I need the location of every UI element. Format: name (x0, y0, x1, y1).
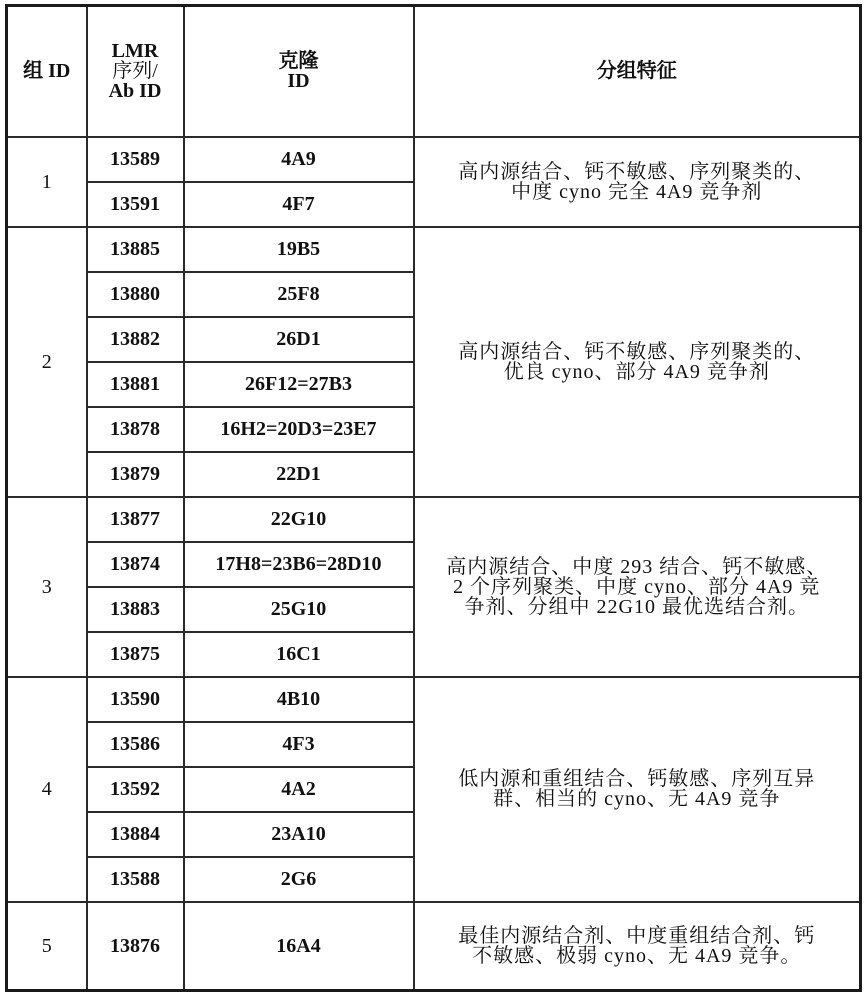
table-row (7, 137, 861, 182)
lmr-id-cell: 13586 (87, 722, 184, 767)
clone-id-cell: 22G10 (184, 497, 414, 542)
feature-line: 最佳内源结合剂、中度重组结合剂、钙 (458, 924, 816, 947)
lmr-id-cell: 13884 (87, 812, 184, 857)
lmr-id-cell: 13589 (87, 137, 184, 182)
table-row (7, 497, 861, 542)
lmr-id-cell: 13877 (87, 497, 184, 542)
lmr-id-cell: 13882 (87, 317, 184, 362)
lmr-id-cell: 13876 (87, 902, 184, 991)
group-feature-cell (414, 902, 861, 991)
header-clone-line2: ID (287, 70, 310, 93)
lmr-id-cell: 13883 (87, 587, 184, 632)
clone-id-cell: 4F3 (184, 722, 414, 767)
feature-line: 争剂、分组中 22G10 最优选结合剂。 (464, 595, 809, 618)
clone-id-cell: 4A2 (184, 767, 414, 812)
feature-line: 中度 cyno 完全 4A9 竞争剂 (511, 180, 763, 203)
lmr-id-cell: 13879 (87, 452, 184, 497)
group-id-cell: 2 (7, 227, 87, 497)
header-lmr-line2: 序列/ (112, 60, 158, 83)
header-lmr-line1: LMR (111, 40, 159, 63)
lmr-id-cell: 13874 (87, 542, 184, 587)
clone-id-cell: 16H2=20D3=23E7 (184, 407, 414, 452)
clone-id-cell: 4F7 (184, 182, 414, 227)
group-id-cell: 1 (7, 137, 87, 227)
clone-id-cell: 26F12=27B3 (184, 362, 414, 407)
group-feature-cell (414, 497, 861, 677)
clone-id-cell: 4A9 (184, 137, 414, 182)
group-feature-cell (414, 137, 861, 227)
feature-line: 2 个序列聚类、中度 cyno、部分 4A9 竞 (453, 575, 821, 598)
lmr-id-cell: 13885 (87, 227, 184, 272)
lmr-id-cell: 13881 (87, 362, 184, 407)
group-feature-cell (414, 677, 861, 902)
lmr-id-cell: 13878 (87, 407, 184, 452)
table-row (7, 677, 861, 722)
clone-id-cell: 25F8 (184, 272, 414, 317)
table-row (7, 902, 861, 991)
feature-line: 高内源结合、中度 293 结合、钙不敏感、 (446, 555, 828, 578)
lmr-id-cell: 13875 (87, 632, 184, 677)
feature-line: 不敏感、极弱 cyno、无 4A9 竞争。 (472, 944, 802, 967)
clone-id-cell: 25G10 (184, 587, 414, 632)
clone-id-cell: 4B10 (184, 677, 414, 722)
feature-line: 高内源结合、钙不敏感、序列聚类的、 (458, 160, 816, 183)
feature-line: 高内源结合、钙不敏感、序列聚类的、 (458, 340, 816, 363)
antibody-grouping-table (5, 4, 862, 992)
header-row (7, 6, 861, 137)
feature-line: 优良 cyno、部分 4A9 竞争剂 (503, 360, 770, 383)
header-lmr-ab-id (87, 6, 184, 137)
lmr-id-cell: 13588 (87, 857, 184, 902)
group-id-cell: 4 (7, 677, 87, 902)
header-lmr-line3: Ab ID (108, 80, 162, 103)
group-feature-cell (414, 227, 861, 497)
clone-id-cell: 26D1 (184, 317, 414, 362)
clone-id-cell: 22D1 (184, 452, 414, 497)
feature-line: 低内源和重组结合、钙敏感、序列互异 (458, 768, 816, 790)
clone-id-cell: 2G6 (184, 857, 414, 902)
group-id-cell: 3 (7, 497, 87, 677)
header-group-feature: 分组特征 (414, 6, 861, 137)
header-clone-id (184, 6, 414, 137)
feature-line: 群、相当的 cyno、无 4A9 竞争 (493, 788, 781, 810)
clone-id-cell: 23A10 (184, 812, 414, 857)
table-row (7, 227, 861, 272)
header-group-id: 组 ID (7, 6, 87, 137)
lmr-id-cell: 13590 (87, 677, 184, 722)
lmr-id-cell: 13591 (87, 182, 184, 227)
lmr-id-cell: 13592 (87, 767, 184, 812)
group-id-cell: 5 (7, 902, 87, 991)
clone-id-cell: 19B5 (184, 227, 414, 272)
clone-id-cell: 16A4 (184, 902, 414, 991)
lmr-id-cell: 13880 (87, 272, 184, 317)
clone-id-cell: 17H8=23B6=28D10 (184, 542, 414, 587)
header-clone-line1: 克隆 (278, 50, 319, 73)
clone-id-cell: 16C1 (184, 632, 414, 677)
